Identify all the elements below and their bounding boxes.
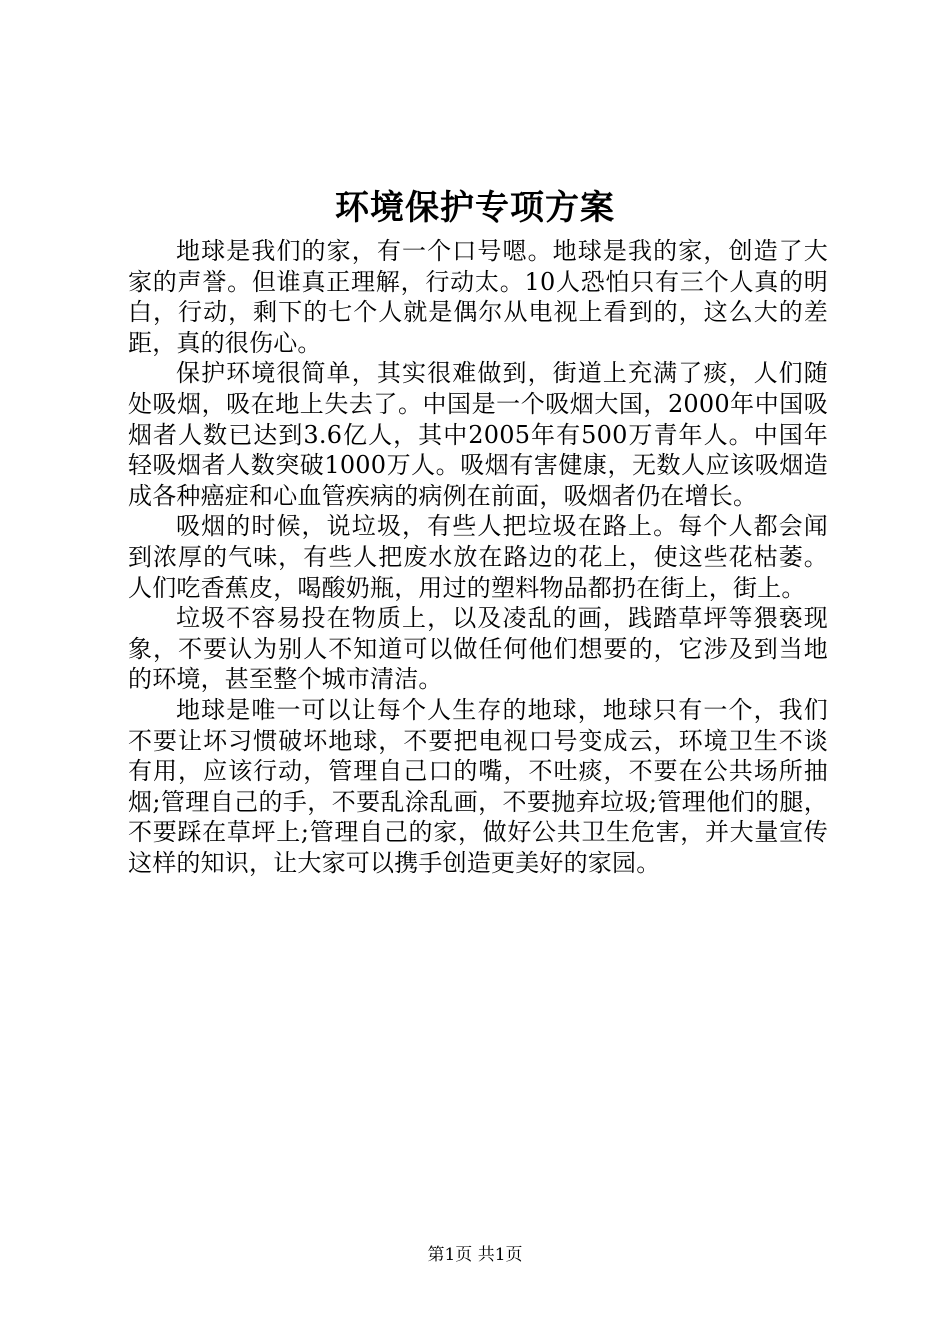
- document-title: 环境保护专项方案: [335, 188, 615, 228]
- paragraph-3: 吸烟的时候，说垃圾，有些人把垃圾在路上。每个人都会闻到浓厚的气味，有些人把废水放在路边的花上，使这些花枯萎。人们吃香蕉皮，喝酸奶瓶，用过的塑料物品都扔在街上，街上。: [128, 512, 828, 602]
- document-body: [128, 236, 828, 878]
- paragraph-5: 地球是唯一可以让每个人生存的地球，地球只有一个，我们不要让坏习惯破坏地球，不要把电视口号变成云，环境卫生不谈有用，应该行动，管理自己口的嘴，不吐痰，不要在公共场所抽烟;管理自己的手，不要乱涂乱画，不要抛弃垃圾;管理他们的腿，不要踩在草坪上;管理自己的家，做好公共卫生危害，并大量宣传这样的知识，让大家可以携手创造更美好的家园。: [128, 695, 828, 877]
- paragraph-4: 垃圾不容易投在物质上，以及凌乱的画，践踏草坪等猥亵现象，不要认为别人不知道可以做任何他们想要的，它涉及到当地的环境，甚至整个城市清洁。: [128, 604, 828, 694]
- page-footer: 第1页 共1页: [427, 1245, 523, 1265]
- paragraph-1: 地球是我们的家，有一个口号嗯。地球是我的家，创造了大家的声誉。但谁真正理解，行动太。10人恐怕只有三个人真的明白，行动，剩下的七个人就是偶尔从电视上看到的，这么大的差距，真的很伤心。: [128, 237, 828, 357]
- paragraph-2: 保护环境很简单，其实很难做到，街道上充满了痰，人们随处吸烟，吸在地上失去了。中国是一个吸烟大国，2000年中国吸烟者人数已达到3.6亿人，其中2005年有500万青年人。中国年轻吸烟者人数突破1000万人。吸烟有害健康，无数人应该吸烟造成各种癌症和心血管疾病的病例在前面，吸烟者仍在增长。: [128, 359, 828, 510]
